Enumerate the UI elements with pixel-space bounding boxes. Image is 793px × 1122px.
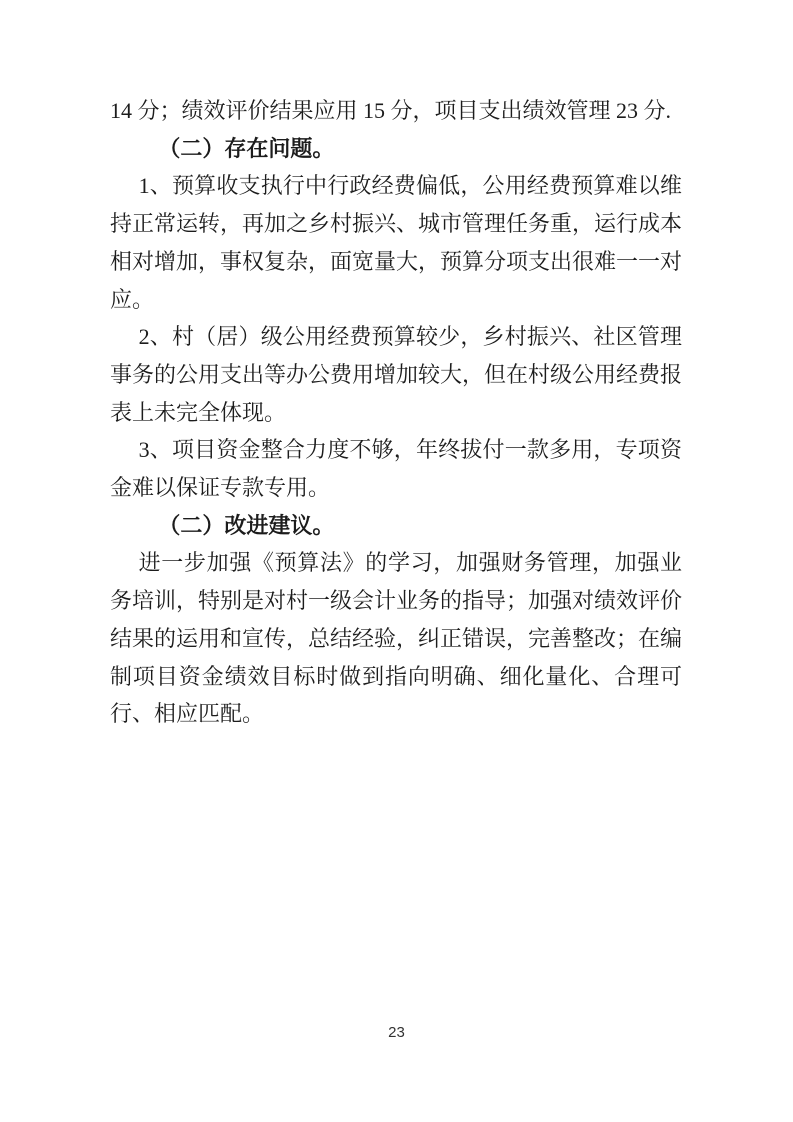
paragraph-problem-1: 1、预算收支执行中行政经费偏低，公用经费预算难以维持正常运转，再加之乡村振兴、城市管理任务重，运行成本相对增加，事权复杂，面宽量大，预算分项支出很难一一对应。 xyxy=(110,173,683,312)
paragraph-suggestions: 进一步加强《预算法》的学习，加强财务管理，加强业务培训，特别是对村一级会计业务的指导；加强对绩效评价结果的运用和宣传，总结经验，纠正错误，完善整改；在编制项目资金绩效目标时做到指向明确、细化量化、合理可行、相应匹配。 xyxy=(110,550,683,727)
heading-existing-problems: （二）存在问题。 xyxy=(158,135,335,161)
page-body-text xyxy=(110,92,682,733)
paragraph-score-summary-continuation: 14 分；绩效评价结果应用 15 分，项目支出绩效管理 23 分. xyxy=(110,98,672,123)
heading-improvement-suggestions: （二）改进建议。 xyxy=(158,512,335,538)
paragraph-problem-3: 3、项目资金整合力度不够，年终拔付一款多用，专项资金难以保证专款专用。 xyxy=(110,437,682,501)
page-number: 23 xyxy=(388,1024,405,1041)
paragraph-problem-2: 2、村（居）级公用经费预算较少，乡村振兴、社区管理事务的公用支出等办公费用增加较大，但在村级公用经费报表上未完全体现。 xyxy=(110,324,683,425)
